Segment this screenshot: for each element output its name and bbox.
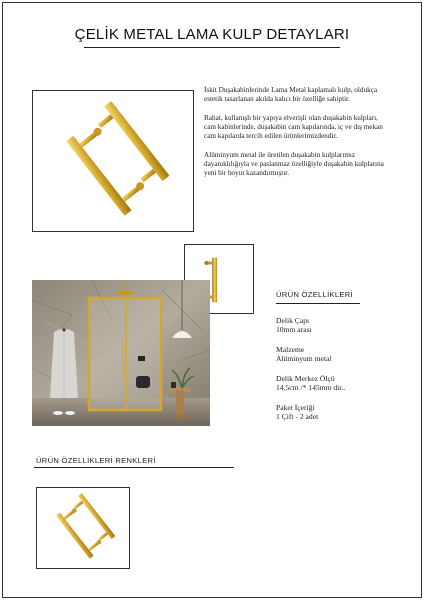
description-paragraph: Rahat, kullanışlı bir yapıya elverişli olan duşakabin kulpları, cam kabinlerinde, duşakabin cam kapılarında, iç ve dış mekan cam kapılarda tercih edilen ürünlerimizdendir. (204, 114, 383, 140)
main-handle-image (32, 90, 194, 232)
color-swatch-image (36, 487, 130, 569)
description-paragraph: İskit Duşakabinlerinde Lama Metal kaplamalı kulp, oldukça estetik tasarlanan akılda kalıcı bir özelliğe sahiptir. (204, 86, 378, 103)
description-paragraph: Alüminyum metal ile üretilen duşakabin kulplarımız dayanıklılığıyla ve paslanmaz özelliğiyle duşakabin kulplarına yeni bir boyut kazandırmıştır. (204, 151, 384, 177)
feature-item (276, 345, 416, 364)
feature-value: Alüminyum metal (276, 354, 332, 363)
gold-handle-pair-icon (33, 91, 193, 231)
features-underline (276, 303, 360, 304)
feature-item (276, 403, 416, 422)
title-underline (84, 47, 340, 48)
gold-handle-swatch-icon (37, 488, 129, 568)
feature-value: 10mm arası (276, 325, 312, 334)
feature-item (276, 316, 416, 335)
product-features (276, 290, 416, 432)
bathroom-photo (32, 280, 210, 426)
feature-item (276, 374, 416, 393)
colors-heading: ÜRÜN ÖZELLİKLERİ RENKLERİ (36, 456, 156, 465)
page-title: ÇELİK METAL LAMA KULP DETAYLARI (74, 26, 350, 43)
features-heading: ÜRÜN ÖZELLİKLERİ (276, 290, 353, 299)
feature-value: 14,5cm /* 145mm dir.. (276, 383, 346, 392)
feature-value: 1 Çift - 2 adet (276, 412, 319, 421)
feature-label: Malzeme (276, 344, 305, 354)
feature-label: Paket İçeriği (276, 402, 315, 412)
description-text (204, 86, 390, 188)
colors-underline (34, 467, 234, 468)
feature-label: Delik Merkez Ölçü (276, 373, 335, 383)
feature-label: Delik Çapı (276, 315, 310, 325)
